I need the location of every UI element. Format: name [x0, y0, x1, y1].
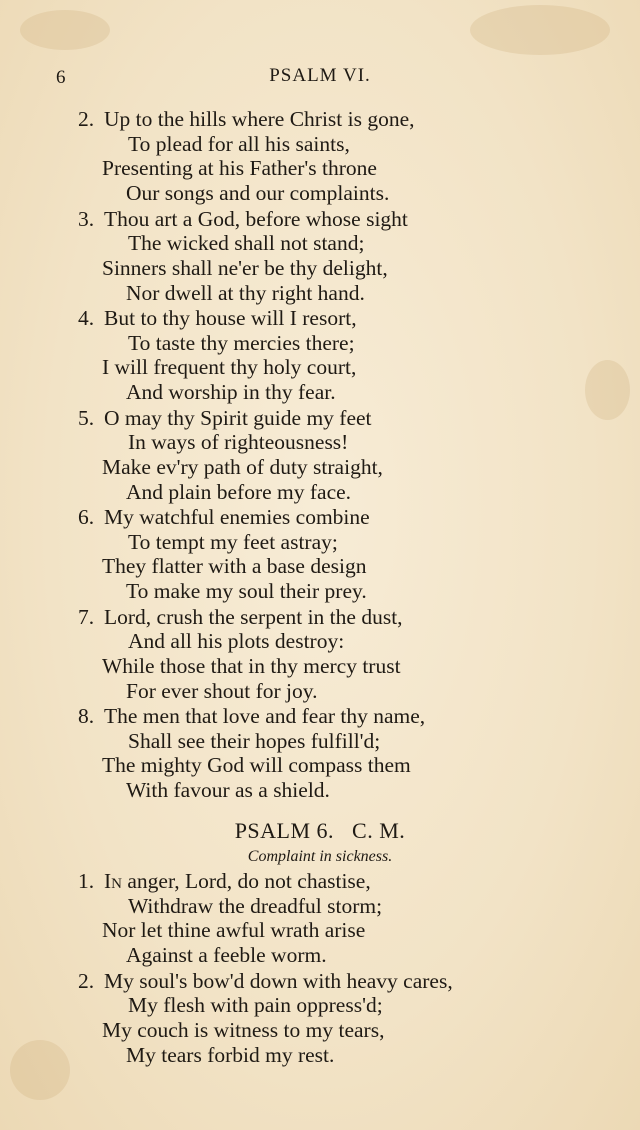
verse-line: Nor dwell at thy right hand. — [126, 280, 365, 305]
verse-line: And worship in thy fear. — [126, 380, 336, 405]
stanza-number: 2. — [78, 968, 95, 993]
verse-line: And plain before my face. — [126, 479, 352, 504]
verse-line: To make my soul their prey. — [126, 579, 367, 604]
stanza-number: 7. — [78, 604, 95, 629]
verse-line: The men that love and fear thy name, — [104, 704, 426, 728]
verse-line: Shall see their hopes fulfill'd; — [128, 728, 381, 753]
verse-line: To plead for all his saints, — [128, 131, 350, 156]
verse-line: My flesh with pain oppress'd; — [128, 993, 383, 1018]
verse-line: The wicked shall not stand; — [128, 231, 365, 256]
verse-line: Thou art a God, before whose sight — [104, 206, 408, 231]
verse-line: Against a feeble worm. — [126, 943, 327, 968]
verse-line: My tears forbid my rest. — [126, 1042, 335, 1067]
verse-line: But to thy house will I resort, — [104, 306, 357, 330]
stanza-number: 6. — [78, 505, 95, 529]
verse-line: To taste thy mercies there; — [128, 330, 355, 355]
stanza-number: 8. — [78, 704, 95, 728]
drop-word: In — [104, 869, 122, 893]
psalm-heading — [0, 818, 640, 844]
verse-line: Our songs and our complaints. — [126, 181, 390, 206]
verse-line: My soul's bow'd down with heavy cares, — [104, 968, 453, 993]
verse-line: In ways of righteousness! — [128, 430, 349, 455]
verse-line: Nor let thine awful wrath arise — [102, 918, 366, 943]
verse-line: While those that in thy mercy trust — [102, 653, 401, 678]
verse-line: Make ev'ry path of duty straight, — [102, 454, 383, 479]
verse-line: Presenting at his Father's throne — [102, 156, 377, 181]
verse-line: With favour as a shield. — [126, 778, 330, 803]
psalm-meter: C. M. — [352, 818, 406, 843]
psalm-title: PSALM 6. — [234, 818, 335, 843]
verse-line: They flatter with a base design — [102, 554, 367, 579]
verse-line: Up to the hills where Christ is gone, — [104, 107, 415, 131]
verse-line: Sinners shall ne'er be thy delight, — [102, 255, 388, 280]
stanza-number: 5. — [78, 405, 95, 430]
verse-line: For ever shout for joy. — [126, 678, 318, 703]
verse-line: My couch is witness to my tears, — [102, 1017, 385, 1042]
verse-line: The mighty God will compass them — [102, 753, 411, 778]
verse-line: Lord, crush the serpent in the dust, — [104, 604, 403, 629]
verse-line: O may thy Spirit guide my feet — [104, 405, 372, 430]
stanza-number: 3. — [78, 206, 95, 231]
stanza-number: 4. — [78, 306, 95, 330]
verse-line: And all his plots destroy: — [128, 629, 345, 654]
verse-line: In anger, Lord, do not chastise, — [104, 869, 371, 893]
stanza-number: 2. — [78, 107, 95, 131]
verse-line: I will frequent thy holy court, — [102, 355, 357, 380]
verse-line: Withdraw the dreadful storm; — [128, 893, 383, 918]
verse-line: To tempt my feet astray; — [128, 529, 338, 554]
running-title: PSALM VI. — [269, 65, 371, 86]
page-number: 6 — [56, 67, 66, 88]
psalm-subtitle: Complaint in sickness. — [247, 848, 393, 865]
stanza-number: 1. — [78, 869, 95, 893]
verse-line: My watchful enemies combine — [104, 505, 370, 529]
